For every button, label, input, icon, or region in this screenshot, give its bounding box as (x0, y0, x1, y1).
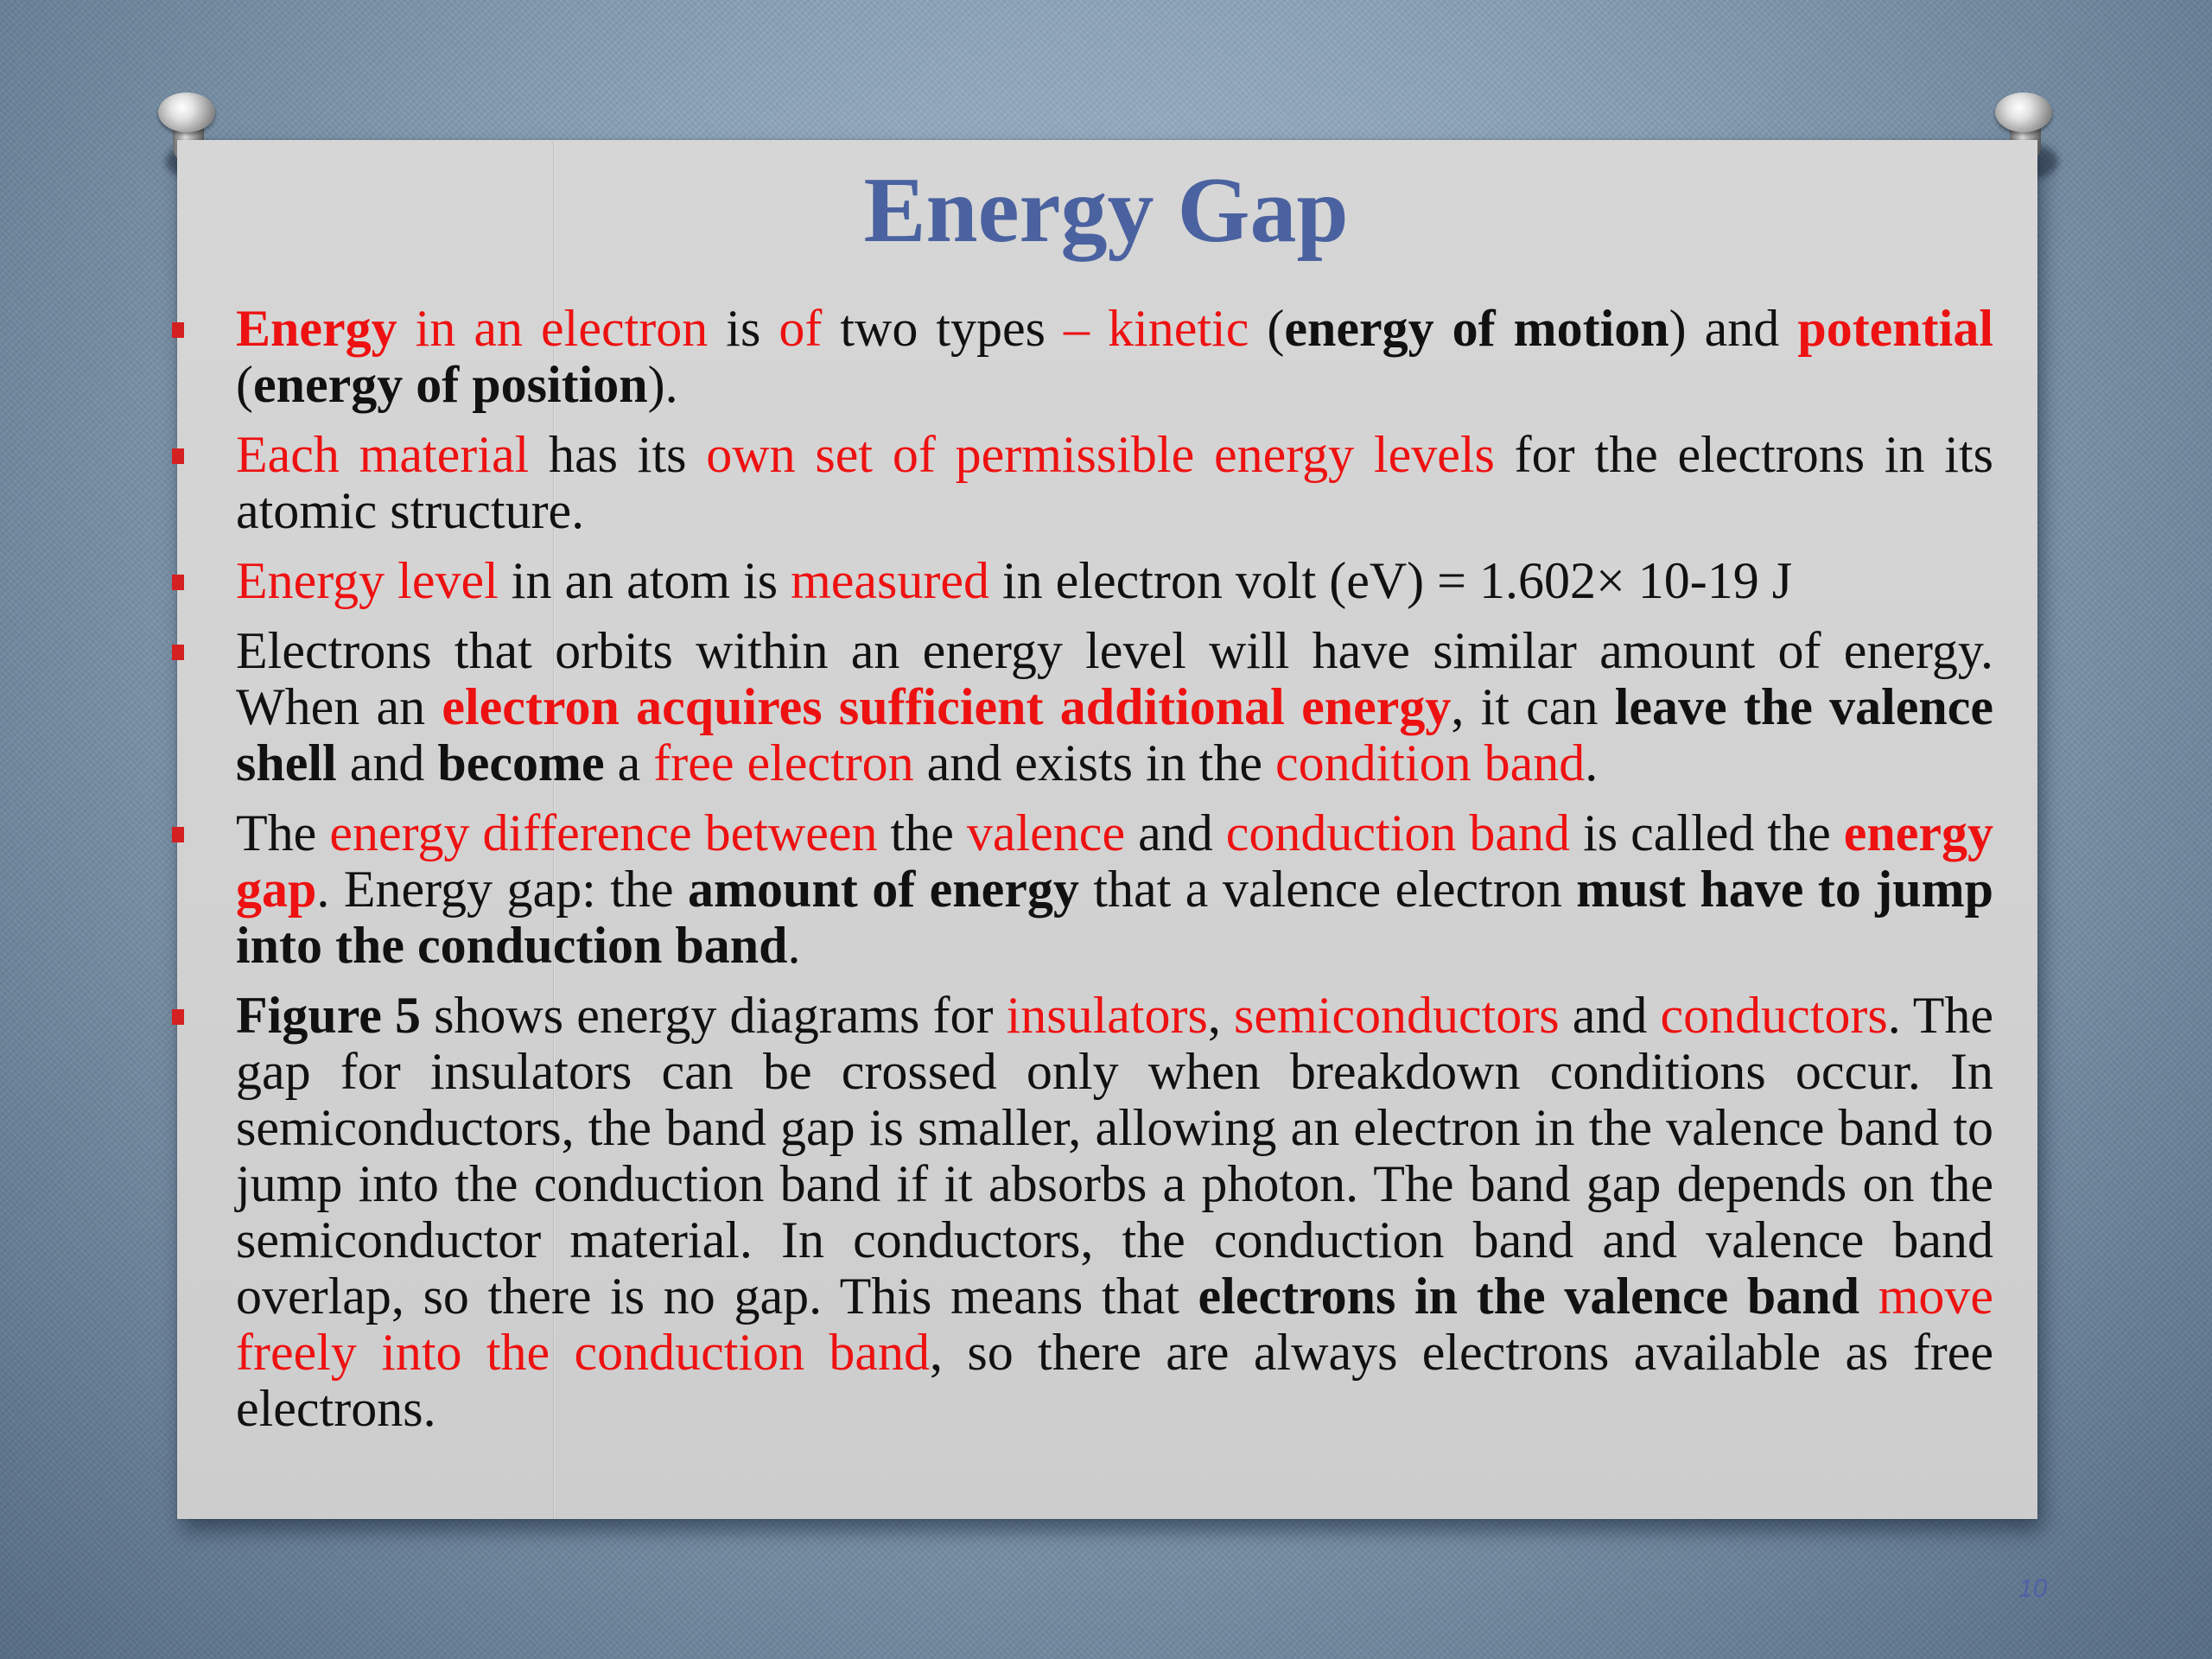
text-segment: Electrons that orbits within an energy level will have similar amount of energy. When an (236, 622, 1993, 735)
text-segment: for the electrons in its atomic structure. (236, 426, 1993, 539)
square-bullet-icon (172, 1009, 184, 1025)
text-segment: and (336, 734, 438, 791)
text-segment: energy gap (236, 804, 1993, 918)
text-segment: a (604, 734, 654, 791)
text-segment: is called the (1570, 804, 1844, 861)
text-segment: . (787, 917, 801, 974)
text-segment: in an atom is (498, 552, 791, 609)
text-segment: in electron volt (eV) = 1.602× 10-19 J (988, 552, 1793, 609)
text-segment: and (1559, 987, 1661, 1044)
text-segment: leave the valence shell (236, 678, 1994, 791)
text-segment: , so there are always electrons available as free electrons. (236, 1324, 1994, 1437)
text-segment: and exists in the (913, 734, 1275, 791)
text-segment: ). (647, 356, 678, 413)
text-segment: measured (791, 552, 989, 609)
slide-title: Energy Gap (863, 159, 1349, 262)
bullet-item (236, 427, 1993, 539)
bullet-item (236, 553, 1993, 609)
text-segment: free electron (653, 734, 914, 791)
text-segment: energy of motion (1284, 300, 1669, 357)
text-segment: insulators (1006, 987, 1208, 1044)
text-segment: Figure 5 (236, 987, 421, 1044)
text-segment: that a valence electron (1078, 861, 1577, 918)
text-segment: the (877, 804, 967, 861)
text-segment: – kinetic (1064, 300, 1249, 357)
bullet-item (236, 301, 1993, 413)
text-segment: The (236, 804, 330, 861)
text-segment (1859, 1268, 1878, 1325)
text-segment: ( (1249, 300, 1285, 357)
text-segment: move freely into the conduction band (236, 1268, 1993, 1381)
text-segment: , it can (1451, 678, 1615, 735)
text-segment: , (1207, 987, 1234, 1044)
text-segment: is (708, 300, 779, 357)
text-segment: potential (1797, 300, 1993, 357)
bullet-item (236, 805, 1993, 974)
text-segment: ( (236, 356, 253, 413)
text-segment: Each material (236, 426, 530, 483)
text-segment: has its (529, 426, 707, 483)
text-segment: amount of energy (688, 861, 1079, 918)
text-segment: conductors (1660, 987, 1888, 1044)
text-segment: own set of permissible energy levels (706, 426, 1495, 483)
text-segment: . The gap for insulators can be crossed only when breakdown conditions occur. In semiconductors, the band gap is smaller, allowing an electron in the valence band to jump into the conduction band if it absorbs a photon. The band gap depends on the semiconductor material. In conductors, the conduction band and valence band overlap, so there is no gap. This means that (236, 987, 1994, 1325)
bullet-item (236, 623, 1993, 791)
text-segment: electron acquires sufficient additional energy (442, 678, 1452, 735)
text-segment: Energy (236, 300, 397, 357)
slide-number: 10 (2018, 1574, 2048, 1603)
text-segment: semiconductors (1234, 987, 1560, 1044)
square-bullet-icon (172, 322, 184, 338)
text-segment: conduction band (1225, 804, 1571, 861)
text-segment: condition band (1274, 734, 1586, 791)
text-segment: in an electron (397, 300, 709, 357)
text-segment: become (437, 734, 605, 791)
text-segment: ) and (1669, 300, 1798, 357)
text-segment: and (1125, 804, 1226, 861)
text-segment: shows energy diagrams for (420, 987, 1007, 1044)
bullet-list (236, 301, 1993, 1451)
square-bullet-icon (172, 575, 184, 590)
square-bullet-icon (172, 827, 184, 842)
text-segment: valence (966, 804, 1126, 861)
text-segment: two types (822, 300, 1065, 357)
text-segment: electrons in the valence band (1198, 1268, 1860, 1325)
text-segment: . Energy gap: the (316, 861, 689, 918)
square-bullet-icon (172, 448, 184, 464)
text-segment: of (779, 300, 823, 357)
bullet-item (236, 988, 1993, 1437)
square-bullet-icon (172, 645, 184, 660)
text-segment: must have to jump into the conduction band (236, 861, 1994, 974)
text-segment: energy of position (252, 356, 648, 413)
text-segment: . (1585, 734, 1599, 791)
text-segment: Energy level (236, 552, 499, 609)
text-segment: energy difference between (329, 804, 878, 861)
